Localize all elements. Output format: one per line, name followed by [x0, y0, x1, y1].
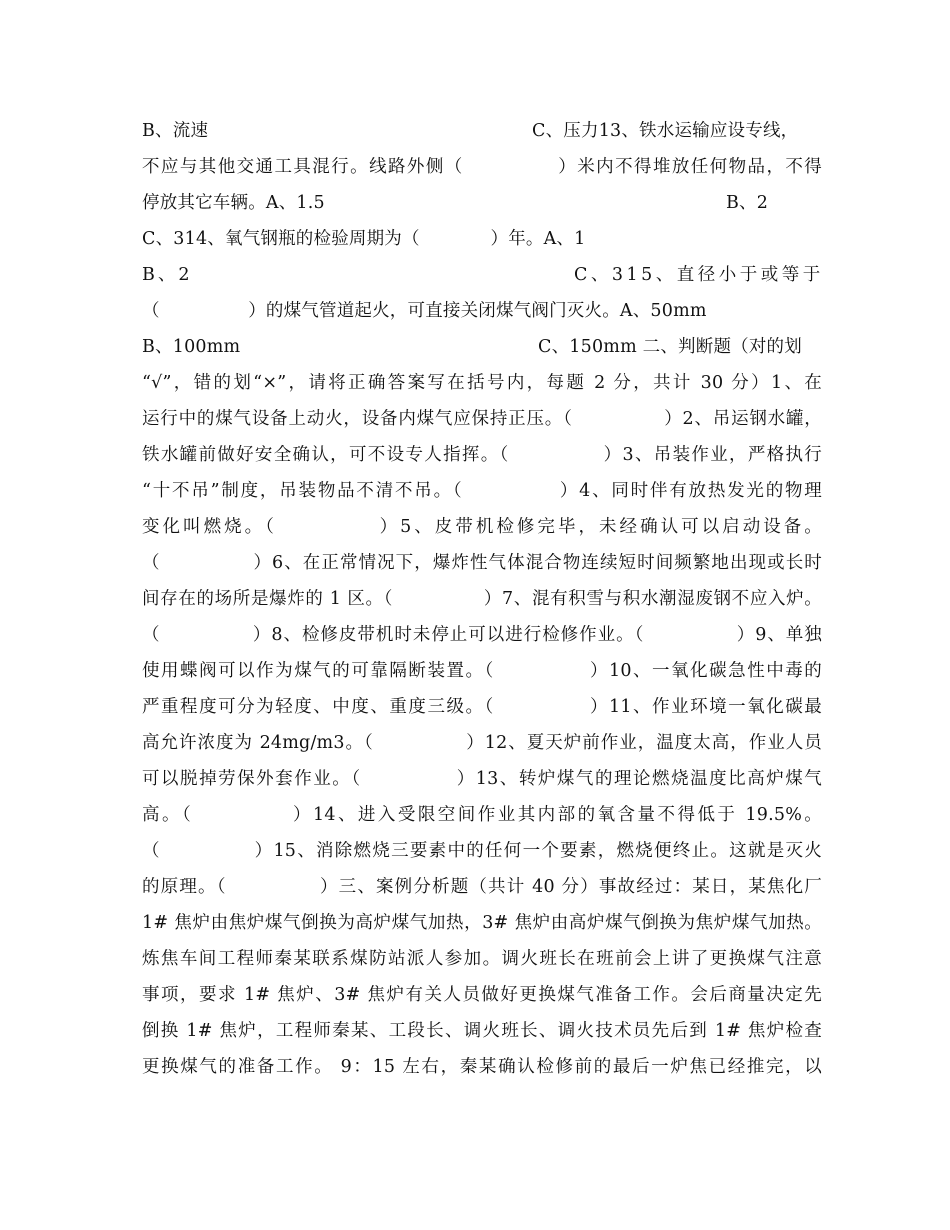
text-line-8: “√”，错的划“×”，请将正确答案写在括号内，每题 2 分，共计 30 分）1、在	[142, 373, 822, 393]
text-line-20: 高。（ ）14、进入受限空间作业其内部的氧含量不得低于 19.5%。	[142, 805, 822, 825]
option-c-150mm-section-two: C、150mm 二、判断题（对的划	[538, 337, 802, 357]
text-line-22: 的原理。（ ）三、案例分析题（共计 40 分）事故经过：某日，某焦化厂	[142, 877, 822, 897]
option-c-3-q15: C、315、直径小于或等于	[574, 265, 824, 285]
text-line-23: 1# 焦炉由焦炉煤气倒换为高炉煤气加热，3# 焦炉由高炉煤气倒换为焦炉煤气加热。	[142, 913, 822, 933]
option-b-2-q14: B、2	[142, 265, 193, 285]
text-line-9: 运行中的煤气设备上动火，设备内煤气应保持正压。（ ）2、吊运钢水罐，	[142, 409, 822, 429]
text-line-7	[142, 329, 822, 365]
text-line-6: （ ）的煤气管道起火，可直接关闭煤气阀门灭火。A、50mm	[142, 301, 707, 321]
text-line-15: （ ）8、检修皮带机时未停止可以进行检修作业。（ ）9、单独	[142, 625, 822, 645]
text-line-24: 炼焦车间工程师秦某联系煤防站派人参加。调火班长在班前会上讲了更换煤气注意	[142, 949, 822, 969]
text-line-14: 间存在的场所是爆炸的 1 区。（ ）7、混有积雪与积水潮湿废钢不应入炉。	[142, 589, 822, 609]
text-line-21: （ ）15、消除燃烧三要素中的任何一个要素，燃烧便终止。这就是灭火	[142, 841, 822, 861]
text-line-1	[142, 113, 822, 149]
text-line-17: 严重程度可分为轻度、中度、重度三级。（ ）11、作业环境一氧化碳最	[142, 697, 822, 717]
text-line-2: 不应与其他交通工具混行。线路外侧（ ）米内不得堆放任何物品，不得	[142, 157, 822, 177]
text-line-13: （ ）6、在正常情况下，爆炸性气体混合物连续短时间频繁地出现或长时	[142, 553, 822, 573]
text-line-16: 使用蝶阀可以作为煤气的可靠隔断装置。（ ）10、一氧化碳急性中毒的	[142, 661, 822, 681]
text-line-27: 更换煤气的准备工作。 9：15 左右，秦某确认检修前的最后一炉焦已经推完，以	[142, 1057, 822, 1077]
text-line-5	[142, 257, 822, 293]
option-a-1-5: 停放其它车辆。A、1.5	[142, 193, 325, 213]
option-c-pressure-q13: C、压力13、铁水运输应设专线，	[532, 121, 799, 141]
option-b-flow: B、流速	[142, 121, 209, 141]
text-line-4: C、314、氧气钢瓶的检验周期为（ ）年。A、1	[142, 229, 586, 249]
text-line-18: 高允许浓度为 24mg/m3。（ ）12、夏天炉前作业，温度太高，作业人员	[142, 733, 822, 753]
option-b-100mm: B、100mm	[142, 337, 241, 357]
option-b-2: B、2	[726, 193, 769, 213]
text-line-25: 事项，要求 1# 焦炉、3# 焦炉有关人员做好更换煤气准备工作。会后商量决定先	[142, 985, 822, 1005]
text-line-26: 倒换 1# 焦炉，工程师秦某、工段长、调火班长、调火技术员先后到 1# 焦炉检查	[142, 1021, 822, 1041]
text-line-3	[142, 185, 822, 221]
text-line-19: 可以脱掉劳保外套作业。（ ）13、转炉煤气的理论燃烧温度比高炉煤气	[142, 769, 822, 789]
text-line-11: “十不吊”制度，吊装物品不清不吊。（ ）4、同时伴有放热发光的物理	[142, 481, 822, 501]
text-line-12: 变化叫燃烧。（ ）5、皮带机检修完毕，未经确认可以启动设备。	[142, 517, 822, 537]
text-line-10: 铁水罐前做好安全确认，可不设专人指挥。（ ）3、吊装作业，严格执行	[142, 445, 822, 465]
